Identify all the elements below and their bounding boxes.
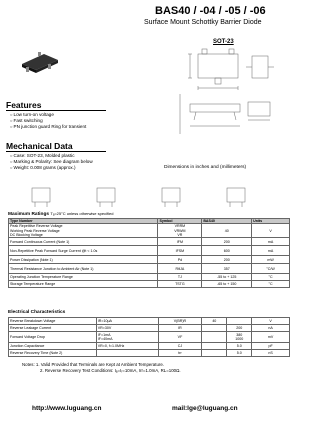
column-header: BAS40 xyxy=(202,219,252,224)
mechanical-item: ○ Marking & Polarity: See diagram below xyxy=(10,159,93,165)
feature-item: ○ PN junction guard Ring for transient xyxy=(10,124,86,130)
table-row: Peak Repetitive Reverse Voltage Working Peak Reverse Voltage DC Blocking Voltage VRRM VRWM VR 40 V xyxy=(9,224,290,238)
table-row: Non-Repetitive Peak Forward Surge Current @t < 1.0s IFSM 600 mA xyxy=(9,246,290,256)
footer-website-link[interactable]: http://www.luguang.cn xyxy=(32,405,102,412)
package-outline-drawing xyxy=(160,48,290,163)
table-row: Forward Continuous Current (Note 1) IFM 200 mA xyxy=(9,238,290,246)
column-header: Type Number xyxy=(9,219,158,224)
column-header: Symbol xyxy=(158,219,202,224)
component-photo xyxy=(14,42,64,82)
table-row: Storage Temperature Range TSTG -65 to + 150 °C xyxy=(9,281,290,288)
mechanical-item: ○ Weight: 0.008 grams (approx.) xyxy=(10,165,93,171)
features-divider xyxy=(6,110,106,111)
table-row: Operating Junction Temperature Range TJ -55 to + 125 °C xyxy=(9,274,290,281)
notes xyxy=(22,362,181,374)
electrical-table xyxy=(8,317,290,357)
note-item: 2. Reverse Recovery Test Conditions: Iₐ=Iᵣ=10mA, Irr=1.0mA, RL=100Ω. xyxy=(40,368,181,373)
mechanical-heading: Mechanical Data xyxy=(6,141,73,151)
package-label: SOT-23 xyxy=(213,39,234,45)
electrical-heading: Electrical Characteristics xyxy=(8,310,66,315)
feature-item: ○ Low turn-on voltage xyxy=(10,112,86,118)
table-row: Forward Voltage Drop IF=1mA IF=40mA VF 380 1000 mV xyxy=(9,332,290,343)
table-row: Power Dissipation (Note 1) Pd 200 mW xyxy=(9,256,290,264)
features-list xyxy=(10,112,86,131)
table-row: Thermal Resistance Junction to Ambient Air (Note 1) RθJA 357 °C/W xyxy=(9,264,290,274)
max-ratings-heading: Maximum Ratings Tₐ=25°C unless otherwise specified xyxy=(8,211,114,217)
table-row: Reverse Leakage Current VR=30V IR 200 nA xyxy=(9,325,290,332)
table-row: Junction Capacitance VR=0, f=1.0MHz CJ 5.0 pF xyxy=(9,343,290,350)
table-row: Reverse Recovery Time (Note 2) trr 5.0 nS xyxy=(9,350,290,357)
note-item: Notes: 1. Valid Provided that Terminals are Kept at Ambient Temperature. xyxy=(22,362,165,367)
page-subtitle: Surface Mount Schottky Barrier Diode xyxy=(144,19,262,26)
table-row: Reverse Breakdown Voltage IR=10μA V(BR)R 40 V xyxy=(9,318,290,325)
dimensions-caption: Dimensions in inches and (millimeters) xyxy=(164,165,247,170)
mechanical-list xyxy=(10,153,93,172)
mechanical-item: ○ Case: SOT-23, Molded plastic xyxy=(10,153,93,159)
max-ratings-table xyxy=(8,218,290,288)
footer-email-link[interactable]: mail:lge@luguang.cn xyxy=(172,405,238,412)
feature-item: ○ Fast switching xyxy=(10,118,86,124)
column-header: Units xyxy=(252,219,290,224)
page-title: BAS40 / -04 / -05 / -06 xyxy=(155,5,266,17)
features-heading: Features xyxy=(6,100,42,110)
marking-diagrams xyxy=(22,186,272,210)
mechanical-divider xyxy=(6,151,106,152)
